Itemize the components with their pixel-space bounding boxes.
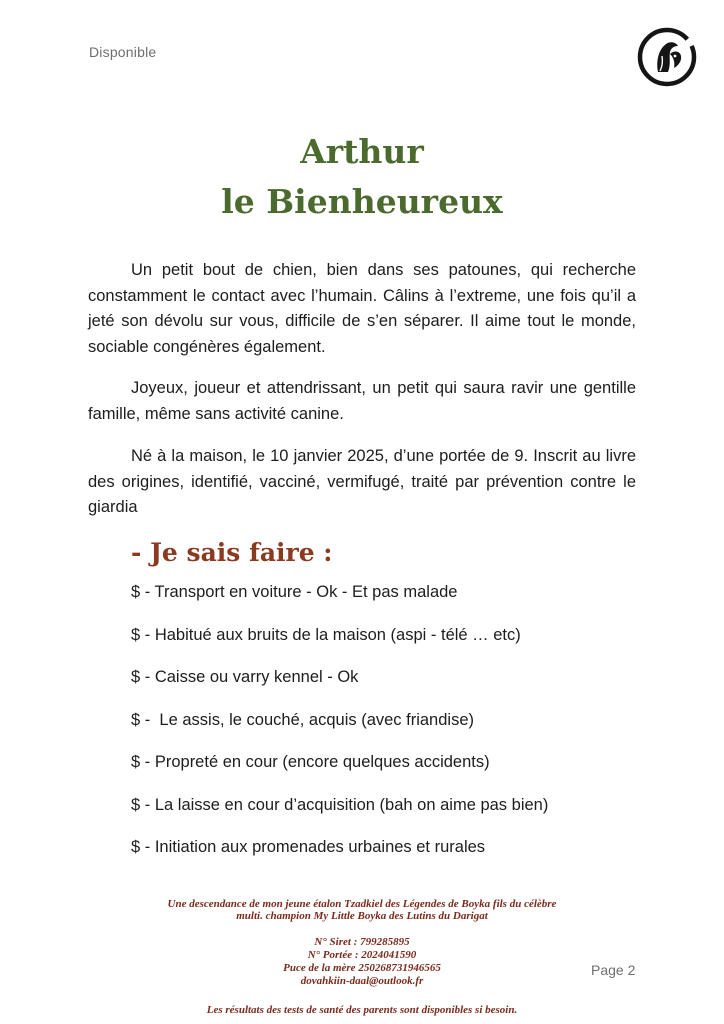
footer-mother-chip: Puce de la mère 250268731946565 (283, 962, 441, 974)
birth-info-paragraph: Né à la maison, le 10 janvier 2025, d’une portée de 9. Inscrit au livre des origines, identifié, vacciné, vermifugé, traité par prévention contre le giardia (88, 447, 636, 516)
temperament-paragraph: Joyeux, joueur et attendrissant, un petit qui saura ravir une gentille famille, même sans activité canine. (88, 379, 636, 423)
ink-circle-dog-logo (636, 26, 698, 88)
footer-lineage-line: Une descendance de mon jeune étalon Tzadkiel des Légendes de Boyka fils du célèbre (167, 898, 557, 910)
page-subtitle: le Bienheureux (221, 182, 503, 221)
footer-litter-number: N° Portée : 2024041590 (307, 949, 417, 961)
footer-lineage-line: multi. champion My Little Boyka des Lutins du Darigat (236, 910, 488, 922)
skill-item: $ - Caisse ou varry kennel - Ok (131, 668, 359, 686)
page-title: Arthur (300, 132, 424, 171)
skill-item: $ - Transport en voiture - Ok - Et pas malade (131, 583, 458, 601)
footer-email: dovahkiin-daal@outlook.fr (300, 975, 424, 987)
skill-item: $ - Habitué aux bruits de la maison (aspi - télé … etc) (131, 625, 521, 644)
skills-heading: - Je sais faire : (131, 538, 333, 567)
skill-item: $ - Le assis, le couché, acquis (avec friandise) (131, 710, 474, 729)
skills-list (131, 580, 548, 878)
description-paragraph: Un petit bout de chien, bien dans ses patounes, qui recherche constamment le contact avec l’humain. Câlins à l’extreme, une fois qu’il a jeté son dévolu sur vous, difficile de s’en séparer. Il aime tout le monde, sociable congénères également. (88, 261, 636, 356)
availability-status: Disponible (89, 44, 157, 60)
skill-item: $ - Propreté en cour (encore quelques accidents) (131, 753, 490, 771)
footer-health-note: Les résultats des tests de santé des parents sont disponibles si besoin. (206, 1004, 518, 1016)
skill-item: $ - La laisse en cour d’acquisition (bah on aime pas bien) (131, 795, 549, 814)
skill-item: $ - Initiation aux promenades urbaines et rurales (131, 838, 486, 856)
page-number: Page 2 (591, 962, 636, 978)
footer-siret: N° Siret : 799285895 (314, 936, 410, 948)
